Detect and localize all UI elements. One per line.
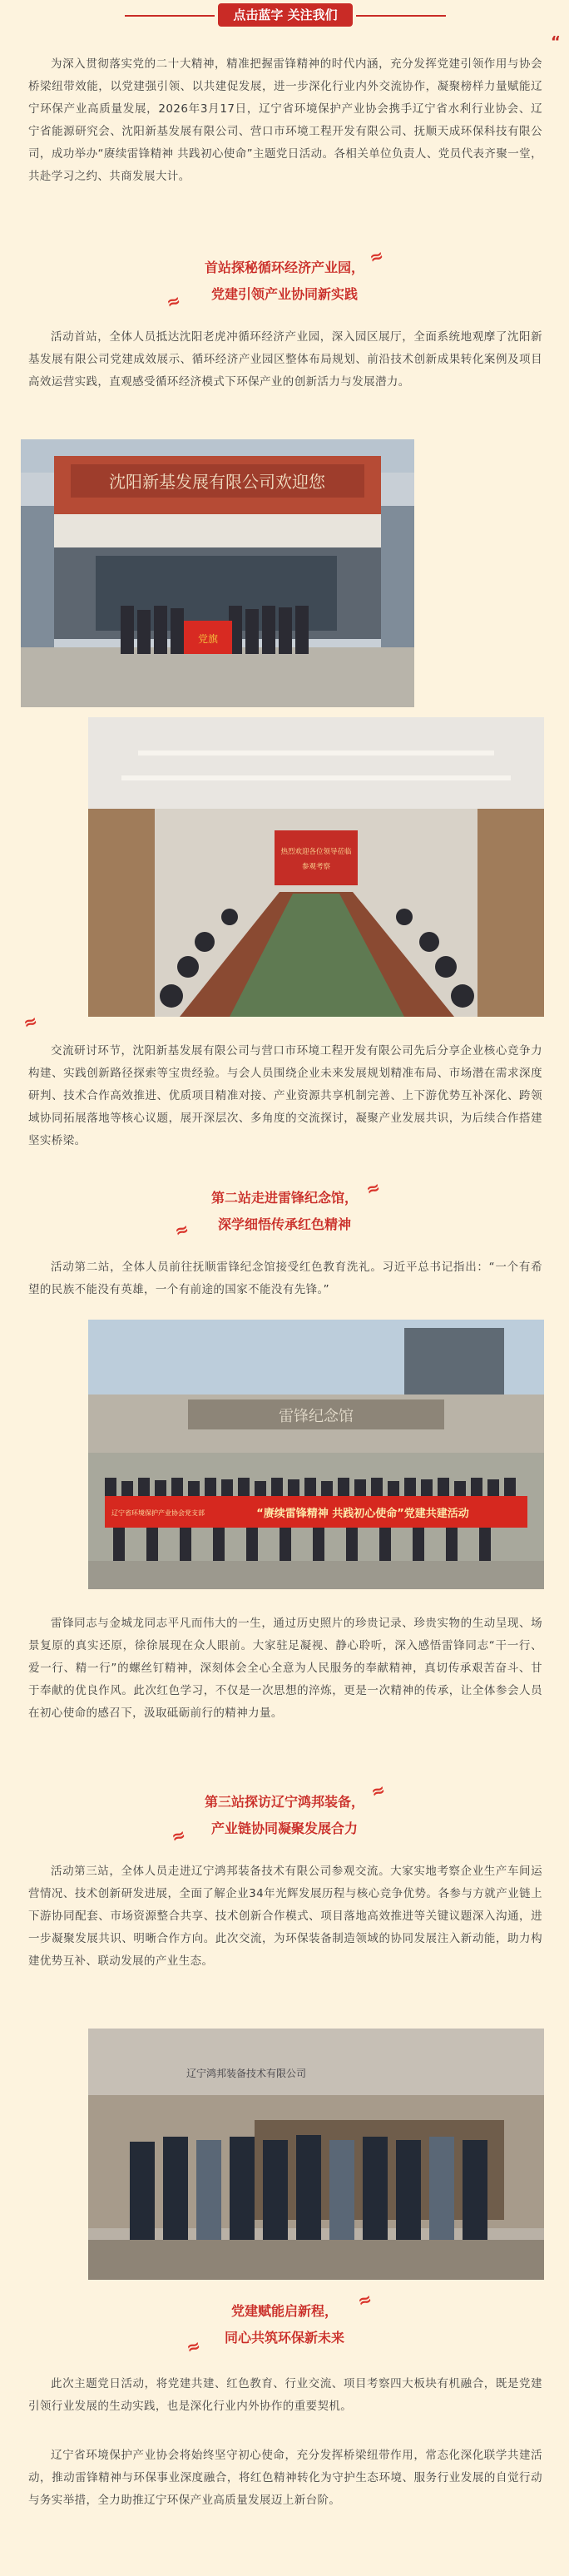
memorial-group-photo (88, 1320, 544, 1589)
section-2-heading-line-2: 深学细悟传承红色精神 (217, 1216, 351, 1232)
section-3-heading (0, 1789, 569, 1842)
section-1-heading (0, 255, 569, 308)
follow-banner[interactable] (0, 0, 569, 33)
section-3-paragraph-1: 活动第三站，全体人员走进辽宁鸿邦装备技术有限公司参观交流。大家实地考察企业生产车间运营情况、技术创新研发进展，全面了解企业34年光辉发展历程与核心竞争优势。各参与方就产业链上下游协同配套、市场资源整合共享、技术创新合作模式、项目落地高效推进等关键议题深入沟通，进一步凝聚发展共识、明晰合作方向。此次交流，为环保装备制造领域的协同发展注入新动能，助力构建优势互补、联动发展的产业生态。 (28, 1865, 542, 1968)
section-4-heading-line-2: 同心共筑环保新未来 (224, 2330, 344, 2346)
park-group-photo (21, 439, 414, 707)
hongbang-group-photo (88, 2029, 544, 2280)
memorial-banner-left: 辽宁省环境保护产业协会党支部 (111, 1509, 205, 1517)
meeting-screen-sub: 参观考察 (301, 863, 331, 871)
section-3-heading-line-1: 第三站探访辽宁鸿邦装备， (204, 1794, 364, 1810)
section-1-heading-line-1: 首站探秘循环经济产业园， (204, 260, 364, 275)
heading-deco-icon: ≈ (368, 1778, 388, 1803)
intro-paragraph: 为深入贯彻落实党的二十大精神，精准把握雷锋精神的时代内涵，充分发挥党建引领作用与协会桥梁纽带效能，以党建强引领、以共建促发展，进一步深化行业内外交流协作，凝聚榜样力量赋能辽宁环保产业高质量发展，2026年3月17日，辽宁省环境保护产业协会携手辽宁省水利行业协会、辽宁省能源研究会、沈阳新基发展有限公司、营口市环境工程开发有限公司、抚顺天成环保科技有限公司，成功举办“赓续雷锋精神 共践初心使命”主题党日活动。各相关单位负责人、党员代表齐聚一堂，共赴学习之约、共商发展大计。 (28, 57, 542, 183)
heading-deco-icon: ≈ (168, 1823, 189, 1848)
party-flag: 党旗 (197, 633, 219, 645)
heading-deco-icon: ≈ (363, 1176, 383, 1201)
meeting-room-photo (88, 717, 544, 1017)
section-2-heading (0, 1185, 569, 1238)
memorial-banner-main: “赓续雷锋精神 共践初心使命”党建共建活动 (256, 1508, 469, 1520)
memorial-gate-sign: 雷锋纪念馆 (279, 1408, 354, 1425)
section-2-paragraph-1: 活动第二站，全体人员前往抚顺雷锋纪念馆接受红色教育洗礼。习近平总书记指出：“一个有希望的民族不能没有英雄，一个有前途的国家不能没有先锋。” (28, 1261, 542, 1296)
heading-deco-icon: ≈ (366, 244, 387, 269)
banner-line-left (125, 15, 215, 17)
banner-line-right (356, 15, 446, 17)
section-2-paragraph-2: 雷锋同志与金城龙同志平凡而伟大的一生，通过历史照片的珍贵记录、珍贵实物的生动呈现、场景复原的真实还原，徐徐展现在众人眼前。大家驻足凝视、静心聆听，深入感悟雷锋同志“干一行、爱一行、精一行”的螺丝钉精神，深刻体会全心全意为人民服务的奉献精神，真切传承艰苦奋斗、甘于奉献的优良作风。此次红色学习，不仅是一次思想的淬炼，更是一次精神的传承，让全体参会人员在初心使命的感召下，汲取砥砺前行的精神力量。 (28, 1617, 542, 1720)
section-4-paragraph-2: 辽宁省环境保护产业协会将始终坚守初心使命，充分发挥桥梁纽带作用，常态化深化联学共建活动，推动雷锋精神与环保事业深度融合，将红色精神转化为守护生态环境、服务行业发展的自觉行动与务实举措，全力助推辽宁环保产业高质量发展迈上新台阶。 (28, 2449, 542, 2507)
park-building-sign: 沈阳新基发展有限公司欢迎您 (109, 472, 325, 492)
section-4-heading-line-1: 党建赋能启新程， (230, 2303, 338, 2319)
section-2-heading-line-1: 第二站走进雷锋纪念馆， (210, 1190, 358, 1206)
section-1-heading-line-2: 党建引领产业协同新实践 (210, 286, 358, 302)
section-4-paragraph-1: 此次主题党日活动，将党建共建、红色教育、行业交流、项目考察四大板块有机融合，既是党建引领行业发展的生动实践，也是深化行业内外协作的重要契机。 (28, 2377, 542, 2413)
quote-mark-icon: “ (551, 33, 561, 51)
paragraph-deco-icon: ≈ (20, 1009, 41, 1034)
heading-deco-icon: ≈ (183, 2334, 204, 2359)
hongbang-building-sign: 辽宁鸿邦装备技术有限公司 (186, 2068, 307, 2079)
meeting-screen-title: 热烈欢迎各位领导莅临 (280, 848, 352, 856)
heading-deco-icon: ≈ (163, 289, 184, 314)
section-4-heading (0, 2298, 569, 2351)
section-1-paragraph-2: 交流研讨环节，沈阳新基发展有限公司与营口市环境工程开发有限公司先后分享企业核心竞争力构建、实践创新路径探索等宝贵经验。与会人员围绕企业未来发展规划精准布局、市场潜在需求深度研判、技术合作高效推进、优质项目精准对接、产业资源共享机制完善、上下游优势互补深化、跨领域协同拓展落地等核心议题，展开深层次、多角度的交流探讨，凝聚产业发展共识，为后续合作搭建坚实桥梁。 (28, 1044, 542, 1147)
section-3-heading-line-2: 产业链协同凝聚发展合力 (210, 1821, 358, 1836)
follow-button[interactable]: 点击蓝字 关注我们 (218, 3, 353, 27)
heading-deco-icon: ≈ (171, 1217, 192, 1242)
section-1-paragraph-1: 活动首站，全体人员抵达沈阳老虎冲循环经济产业园，深入园区展厅，全面系统地观摩了沈阳新基发展有限公司党建成效展示、循环经济产业园区整体布局规划、前沿技术创新成果转化案例及项目高效运营实践，直观感受循环经济模式下环保产业的创新活力与发展潜力。 (28, 330, 542, 389)
heading-deco-icon: ≈ (354, 2287, 375, 2312)
